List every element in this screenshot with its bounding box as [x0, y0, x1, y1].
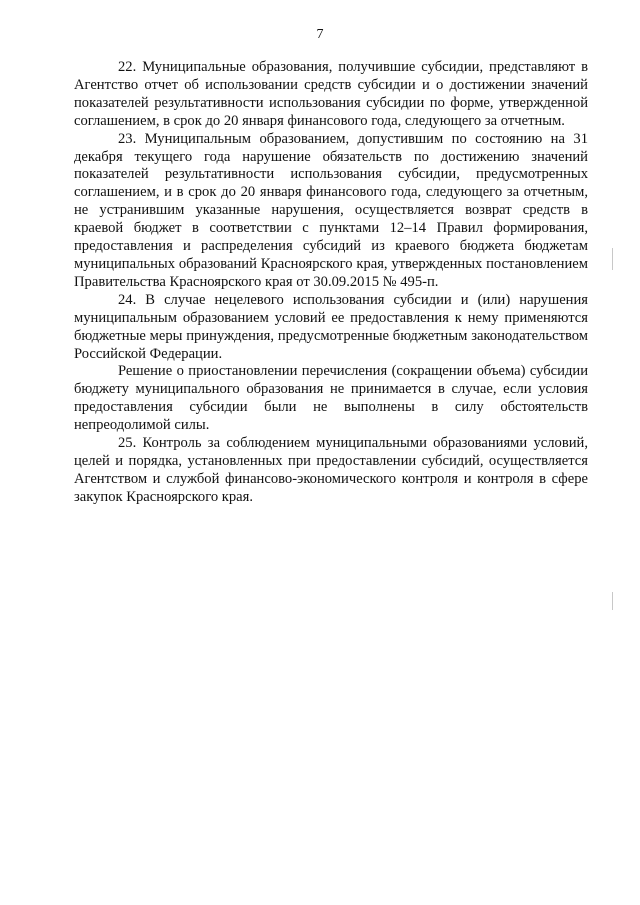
- document-body: [74, 59, 588, 507]
- paragraph-22: 22. Муниципальные образования, получившие субсидии, представляют в Агентство отчет об использовании средств субсидии и о достижении значений показателей результативности использования субсидии по форме, утвержденной соглашением, в срок до 20 января финансового года, следующего за отчетным.: [74, 59, 588, 129]
- paragraph-23: 23. Муниципальным образованием, допустившим по состоянию на 31 декабря текущего года нарушение обязательств по достижению значений показателей результативности использования субсидии, предусмотренных соглашением, и в срок до 20 января финансового года, следующего за отчетным, не устранившим указанные нарушения, осуществляется возврат средств в краевой бюджет в соответствии с пунктами 12–14 Правил формирования, предоставления и распределения субсидий из краевого бюджета бюджетам муниципальных образований Красноярского края, утвержденных постановлением Правительства Красноярского края от 30.09.2015 № 495-п.: [74, 130, 588, 290]
- page-number: 7: [316, 27, 324, 42]
- scan-edge-mark-lower: [612, 592, 613, 610]
- paragraph-24-decision: Решение о приостановлении перечисления (сокращении объема) субсидии бюджету муниципального образования не принимается в случае, если условия предоставления субсидии были не выполнены в силу обстоятельств непреодолимой силы.: [74, 363, 588, 434]
- scan-edge-mark-upper: [612, 248, 613, 270]
- paragraph-25: 25. Контроль за соблюдением муниципальными образованиями условий, целей и порядка, установленных при предоставлении субсидий, осуществляется Агентством и службой финансово-экономического контроля и контроля в сфере закупок Красноярского края.: [74, 435, 588, 505]
- paragraph-24: 24. В случае нецелевого использования субсидии и (или) нарушения муниципальным образованием условий ее предоставления к нему применяются бюджетные меры принуждения, предусмотренные бюджетным законодательством Российской Федерации.: [74, 291, 588, 362]
